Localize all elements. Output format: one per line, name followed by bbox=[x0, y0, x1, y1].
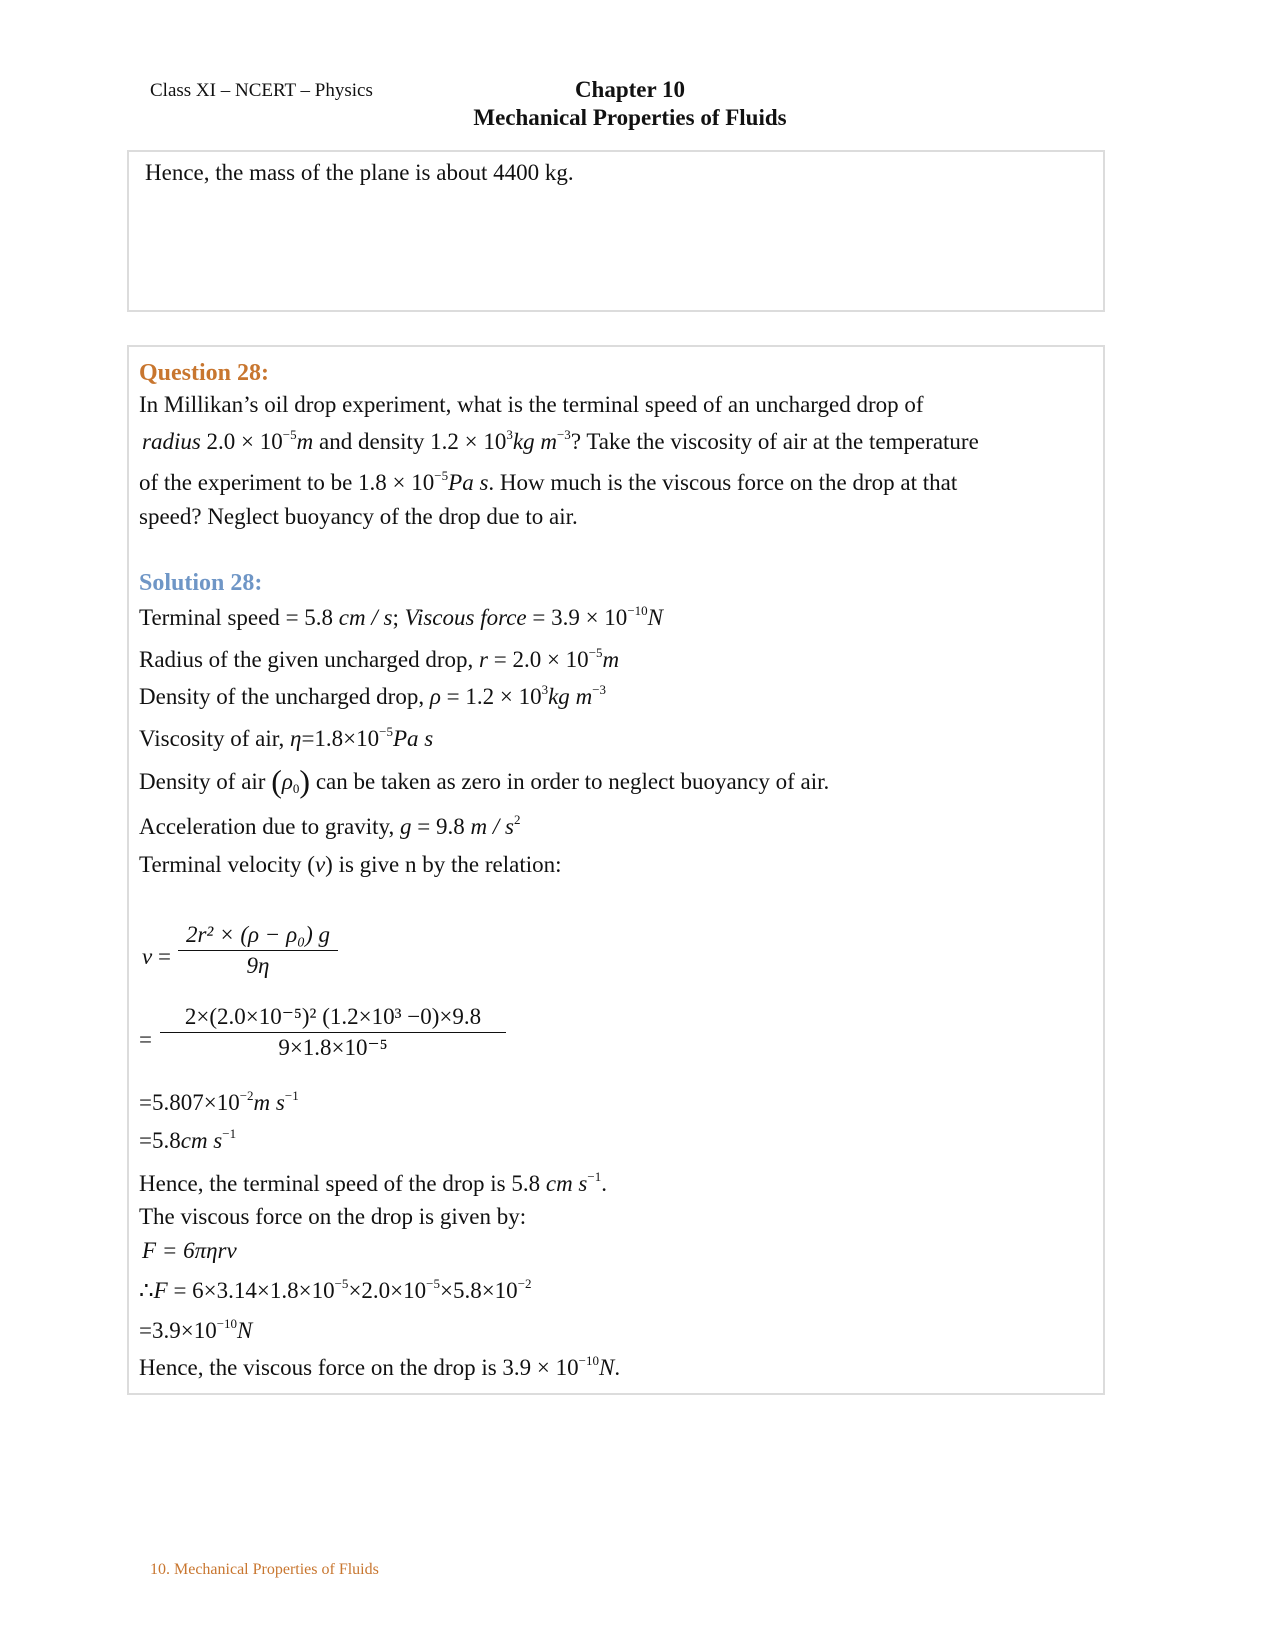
chapter-number: Chapter 10 bbox=[574, 77, 686, 102]
question-line-1: In Millikan’s oil drop experiment, what is the terminal speed of an uncharged drop of bbox=[139, 392, 924, 417]
fraction-bar bbox=[178, 950, 338, 951]
terminal-velocity-intro: Terminal velocity (v) is give n by the relation: bbox=[139, 852, 562, 877]
formula-v-label: v = bbox=[142, 944, 171, 969]
header-subject: Class XI – NCERT – Physics bbox=[150, 80, 373, 101]
given-density: Density of the uncharged drop, $\rho = 1.2 \times 10^3kg$ $m^{-3}$ bbox=[139, 682, 607, 709]
viscous-force-conclusion: Hence, the viscous force on the drop is $3.9 \times 10^{-10}N$. bbox=[139, 1353, 621, 1380]
fraction-bar bbox=[160, 1032, 506, 1033]
viscous-force-intro: The viscous force on the drop is given by: bbox=[139, 1204, 527, 1229]
formula-1-numerator: 2r² × (ρ − ρ₀) g bbox=[185, 922, 331, 947]
given-viscosity: Viscosity of air, $\eta=1.8\times 10^{-5}Pa$ s bbox=[139, 724, 434, 751]
given-radius: Radius of the given uncharged drop, $r = 2.0 \times 10^{-5}m$ bbox=[139, 645, 620, 672]
page-footer: 10. Mechanical Properties of Fluids bbox=[150, 1561, 379, 1578]
solution-heading: Solution 28: bbox=[139, 570, 263, 596]
chapter-title: Mechanical Properties of Fluids bbox=[473, 105, 787, 130]
force-calculation: ∴F = $6\times 3.14\times 1.8\times 10^{-5}\times 2.0\times 10^{-5}\times 5.8\times 10^{-2}$ bbox=[139, 1276, 532, 1303]
terminal-speed-conclusion: Hence, the terminal speed of the drop is 5.8 cm $s^{-1}$. bbox=[139, 1169, 607, 1196]
header-chapter bbox=[430, 76, 830, 132]
formula-2-numerator: 2×(2.0×10⁻⁵)² (1.2×10³ −0)×9.8 bbox=[184, 1004, 482, 1029]
force-result: $=3.9\times 10^{-10}N$ bbox=[139, 1316, 253, 1343]
formula-2-denominator: 9×1.8×10⁻⁵ bbox=[278, 1035, 388, 1060]
question-line-3: of the experiment to be $1.8 \times 10^{-5}Pa$ s. How much is the viscous force on the drop at that bbox=[139, 468, 958, 495]
solution-summary: Terminal speed = 5.8 cm / s; Viscous force = $3.9 \times 10^{-10}N$ bbox=[139, 603, 663, 630]
formula-1-fraction bbox=[178, 922, 338, 979]
result-step-ms: $=5.807\times 10^{-2}m$ $s^{-1}$ bbox=[139, 1088, 299, 1115]
formula-2-eq: = bbox=[139, 1027, 152, 1052]
formula-2-fraction bbox=[160, 1004, 506, 1061]
question-heading: Question 28: bbox=[139, 360, 270, 386]
question-line-4: speed? Neglect buoyancy of the drop due to air. bbox=[139, 504, 578, 529]
formula-1-denominator: 9η bbox=[246, 953, 270, 978]
question-line-2: radius $2.0 \times 10^{-5}m$ and density $1.2 \times 10^3kg$ $m^{-3}$? Take the viscosity of air at the temperature bbox=[142, 427, 979, 454]
air-density-note: Density of air $(\rho_0)$ can be taken as zero in order to neglect buoyancy of air. bbox=[139, 763, 830, 799]
result-step-cms: =5.8cm $s^{-1}$ bbox=[139, 1126, 237, 1153]
stokes-law: F = 6πηrv bbox=[142, 1238, 237, 1263]
previous-answer-text: Hence, the mass of the plane is about 4400 kg. bbox=[145, 160, 574, 185]
given-gravity: Acceleration due to gravity, g = 9.8 m / $s^2$ bbox=[139, 812, 521, 839]
